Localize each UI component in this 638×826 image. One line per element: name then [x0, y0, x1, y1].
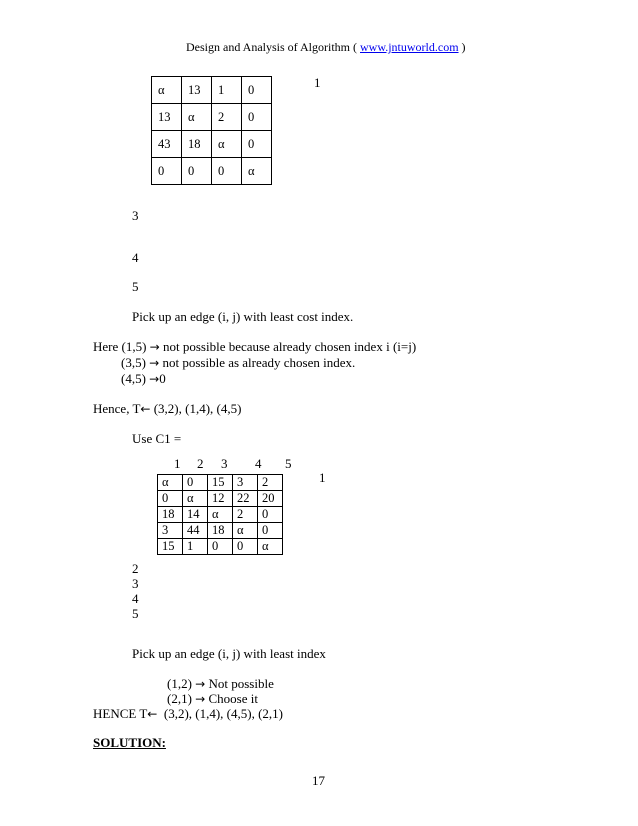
cost-matrix-2 [157, 474, 283, 555]
table-row [158, 491, 283, 507]
matrix-cell: α [212, 131, 242, 158]
here-line-2 [121, 355, 355, 371]
matrix-cell: 2 [258, 475, 283, 491]
choice-1-text: Not possible [208, 676, 274, 691]
matrix-cell: 0 [182, 158, 212, 185]
choice-1-pair: (1,2) [167, 676, 192, 691]
matrix1-row-label: 3 [132, 208, 139, 223]
matrix1-row-label: 5 [132, 279, 139, 294]
matrix-cell: 0 [242, 104, 272, 131]
matrix2-col-label: 5 [285, 456, 292, 471]
matrix-cell: 0 [212, 158, 242, 185]
matrix-cell: α [258, 539, 283, 555]
matrix-cell: 18 [182, 131, 212, 158]
right-arrow-icon: → [149, 372, 160, 386]
use-c1-text: Use C1 = [132, 431, 182, 446]
header-link[interactable]: www.jntuworld.com [360, 40, 459, 54]
matrix2-row-label: 2 [132, 561, 139, 576]
right-arrow-icon: → [149, 340, 160, 354]
matrix-cell: 3 [233, 475, 258, 491]
matrix-cell: 18 [208, 523, 233, 539]
table-row [152, 158, 272, 185]
matrix-cell: 0 [233, 539, 258, 555]
matrix-cell: 20 [258, 491, 283, 507]
matrix-cell: 0 [183, 475, 208, 491]
table-row [158, 539, 283, 555]
hence-value: (3,2), (1,4), (4,5), (2,1) [157, 706, 283, 721]
table-row [158, 475, 283, 491]
hence-label: HENCE T [93, 706, 148, 721]
left-arrow-icon: ← [147, 707, 158, 721]
choice-2-text: Choose it [208, 691, 258, 706]
matrix-cell: 43 [152, 131, 182, 158]
matrix-cell: α [233, 523, 258, 539]
matrix-cell: α [182, 104, 212, 131]
matrix2-col-label: 2 [197, 456, 204, 471]
right-arrow-icon: → [149, 356, 160, 370]
matrix-cell: 13 [152, 104, 182, 131]
matrix-cell: 15 [158, 539, 183, 555]
matrix-cell: 3 [158, 523, 183, 539]
hence-line-2 [93, 706, 283, 722]
hence-value: (3,2), (1,4), (4,5) [150, 401, 242, 416]
header-close: ) [461, 40, 466, 54]
matrix2-col-label: 4 [255, 456, 262, 471]
matrix-cell: 13 [182, 77, 212, 104]
matrix-cell: 0 [258, 523, 283, 539]
matrix-cell: 15 [208, 475, 233, 491]
here-line-2-pair: (3,5) [121, 355, 146, 370]
matrix1-row-label: 1 [314, 75, 321, 90]
page-header [186, 40, 466, 55]
here-line-3-pair: (4,5) [121, 371, 146, 386]
matrix-cell: α [152, 77, 182, 104]
matrix-cell: α [242, 158, 272, 185]
pick-edge-text-2: Pick up an edge (i, j) with least index [132, 646, 326, 661]
matrix-cell: α [183, 491, 208, 507]
here-line-3 [121, 371, 166, 387]
matrix2-col-label: 1 [174, 456, 181, 471]
cost-matrix-1 [151, 76, 272, 185]
matrix-cell: 12 [208, 491, 233, 507]
matrix-cell: α [208, 507, 233, 523]
matrix-cell: 0 [152, 158, 182, 185]
matrix-cell: 0 [258, 507, 283, 523]
matrix-cell: 0 [242, 131, 272, 158]
choice-line-2 [167, 691, 258, 707]
matrix2-row-label: 5 [132, 606, 139, 621]
here-line-1-text: not possible because already chosen index i (i=j) [162, 339, 417, 354]
table-row [152, 104, 272, 131]
matrix2-col-label: 3 [221, 456, 228, 471]
matrix-cell: 14 [183, 507, 208, 523]
matrix-cell: 2 [233, 507, 258, 523]
choice-line-1 [167, 676, 274, 692]
matrix2-row-label: 1 [319, 470, 326, 485]
matrix-cell: 2 [212, 104, 242, 131]
header-title: Design and Analysis of Algorithm ( [186, 40, 357, 54]
table-row [158, 523, 283, 539]
matrix-cell: 44 [183, 523, 208, 539]
matrix2-row-label: 4 [132, 591, 139, 606]
matrix-cell: 0 [158, 491, 183, 507]
matrix-cell: 0 [242, 77, 272, 104]
right-arrow-icon: → [195, 677, 206, 691]
matrix-cell: 1 [212, 77, 242, 104]
table-row [152, 131, 272, 158]
matrix-cell: 22 [233, 491, 258, 507]
matrix-cell: 0 [208, 539, 233, 555]
here-line-1-pair: Here (1,5) [93, 339, 147, 354]
hence-label: Hence, T [93, 401, 141, 416]
matrix-cell: 18 [158, 507, 183, 523]
table-row [152, 77, 272, 104]
here-line-1 [93, 339, 416, 355]
here-line-3-text: 0 [159, 371, 166, 386]
matrix-cell: 1 [183, 539, 208, 555]
right-arrow-icon: → [195, 692, 206, 706]
pick-edge-text-1: Pick up an edge (i, j) with least cost index. [132, 309, 354, 324]
matrix2-row-label: 3 [132, 576, 139, 591]
page-number: 17 [312, 773, 325, 788]
left-arrow-icon: ← [140, 402, 151, 416]
solution-heading: SOLUTION: [93, 735, 166, 750]
table-row [158, 507, 283, 523]
matrix-cell: α [158, 475, 183, 491]
here-line-2-text: not possible as already chosen index. [162, 355, 356, 370]
matrix1-row-label: 4 [132, 250, 139, 265]
choice-2-pair: (2,1) [167, 691, 192, 706]
hence-line-1 [93, 401, 241, 417]
